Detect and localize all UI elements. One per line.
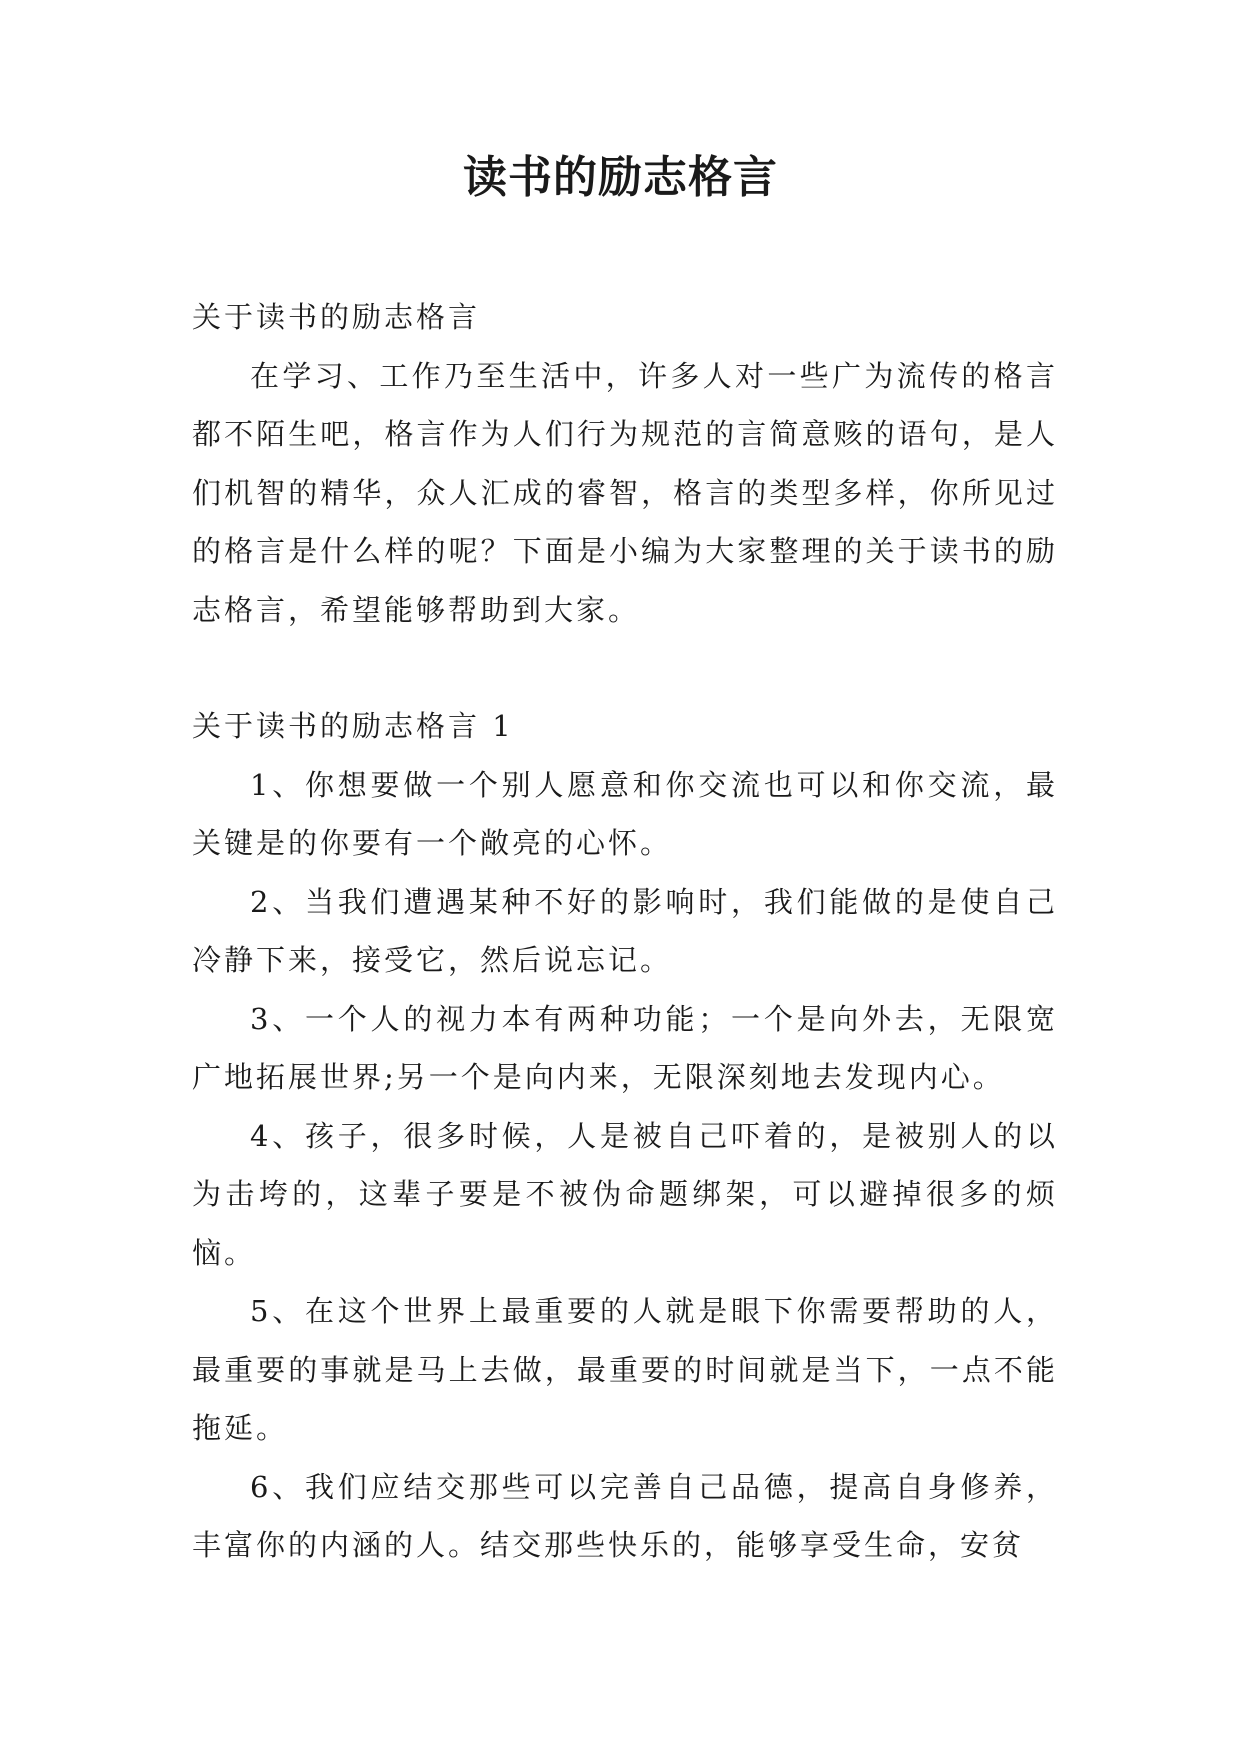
- quote-item-1: 1、你想要做一个别人愿意和你交流也可以和你交流，最关键是的你要有一个敞亮的心怀。: [192, 767, 1058, 860]
- quote-item-3: 3、一个人的视力本有两种功能；一个是向外去，无限宽广地拓展世界;另一个是向内来，无限深刻地去发现内心。: [192, 1001, 1058, 1094]
- intro-heading: 关于读书的励志格言: [192, 300, 481, 334]
- quote-item-5: 5、在这个世界上最重要的人就是眼下你需要帮助的人，最重要的事就是马上去做，最重要的时间就是当下，一点不能拖延。: [192, 1294, 1058, 1445]
- quote-item-2: 2、当我们遭遇某种不好的影响时，我们能做的是使自己冷静下来，接受它，然后说忘记。: [192, 884, 1058, 977]
- section-spacer: [192, 639, 1058, 697]
- document-title: 读书的励志格言: [463, 152, 778, 203]
- document-body: [192, 288, 1058, 1575]
- quote-item-6: 6、我们应结交那些可以完善自己品德，提高自身修养，丰富你的内涵的人。结交那些快乐的，能够享受生命，安贫: [192, 1469, 1058, 1562]
- section-heading: 关于读书的励志格言 1: [192, 709, 514, 743]
- quote-item-4: 4、孩子，很多时候，人是被自己吓着的，是被别人的以为击垮的，这辈子要是不被伪命题绑架，可以避掉很多的烦恼。: [192, 1118, 1058, 1270]
- intro-paragraph: 在学习、工作乃至生活中，许多人对一些广为流传的格言都不陌生吧，格言作为人们行为规范的言简意赅的语句，是人们机智的精华，众人汇成的睿智，格言的类型多样，你所见过的格言是什么样的呢？下面是小编为大家整理的关于读书的励志格言，希望能够帮助到大家。: [192, 358, 1058, 627]
